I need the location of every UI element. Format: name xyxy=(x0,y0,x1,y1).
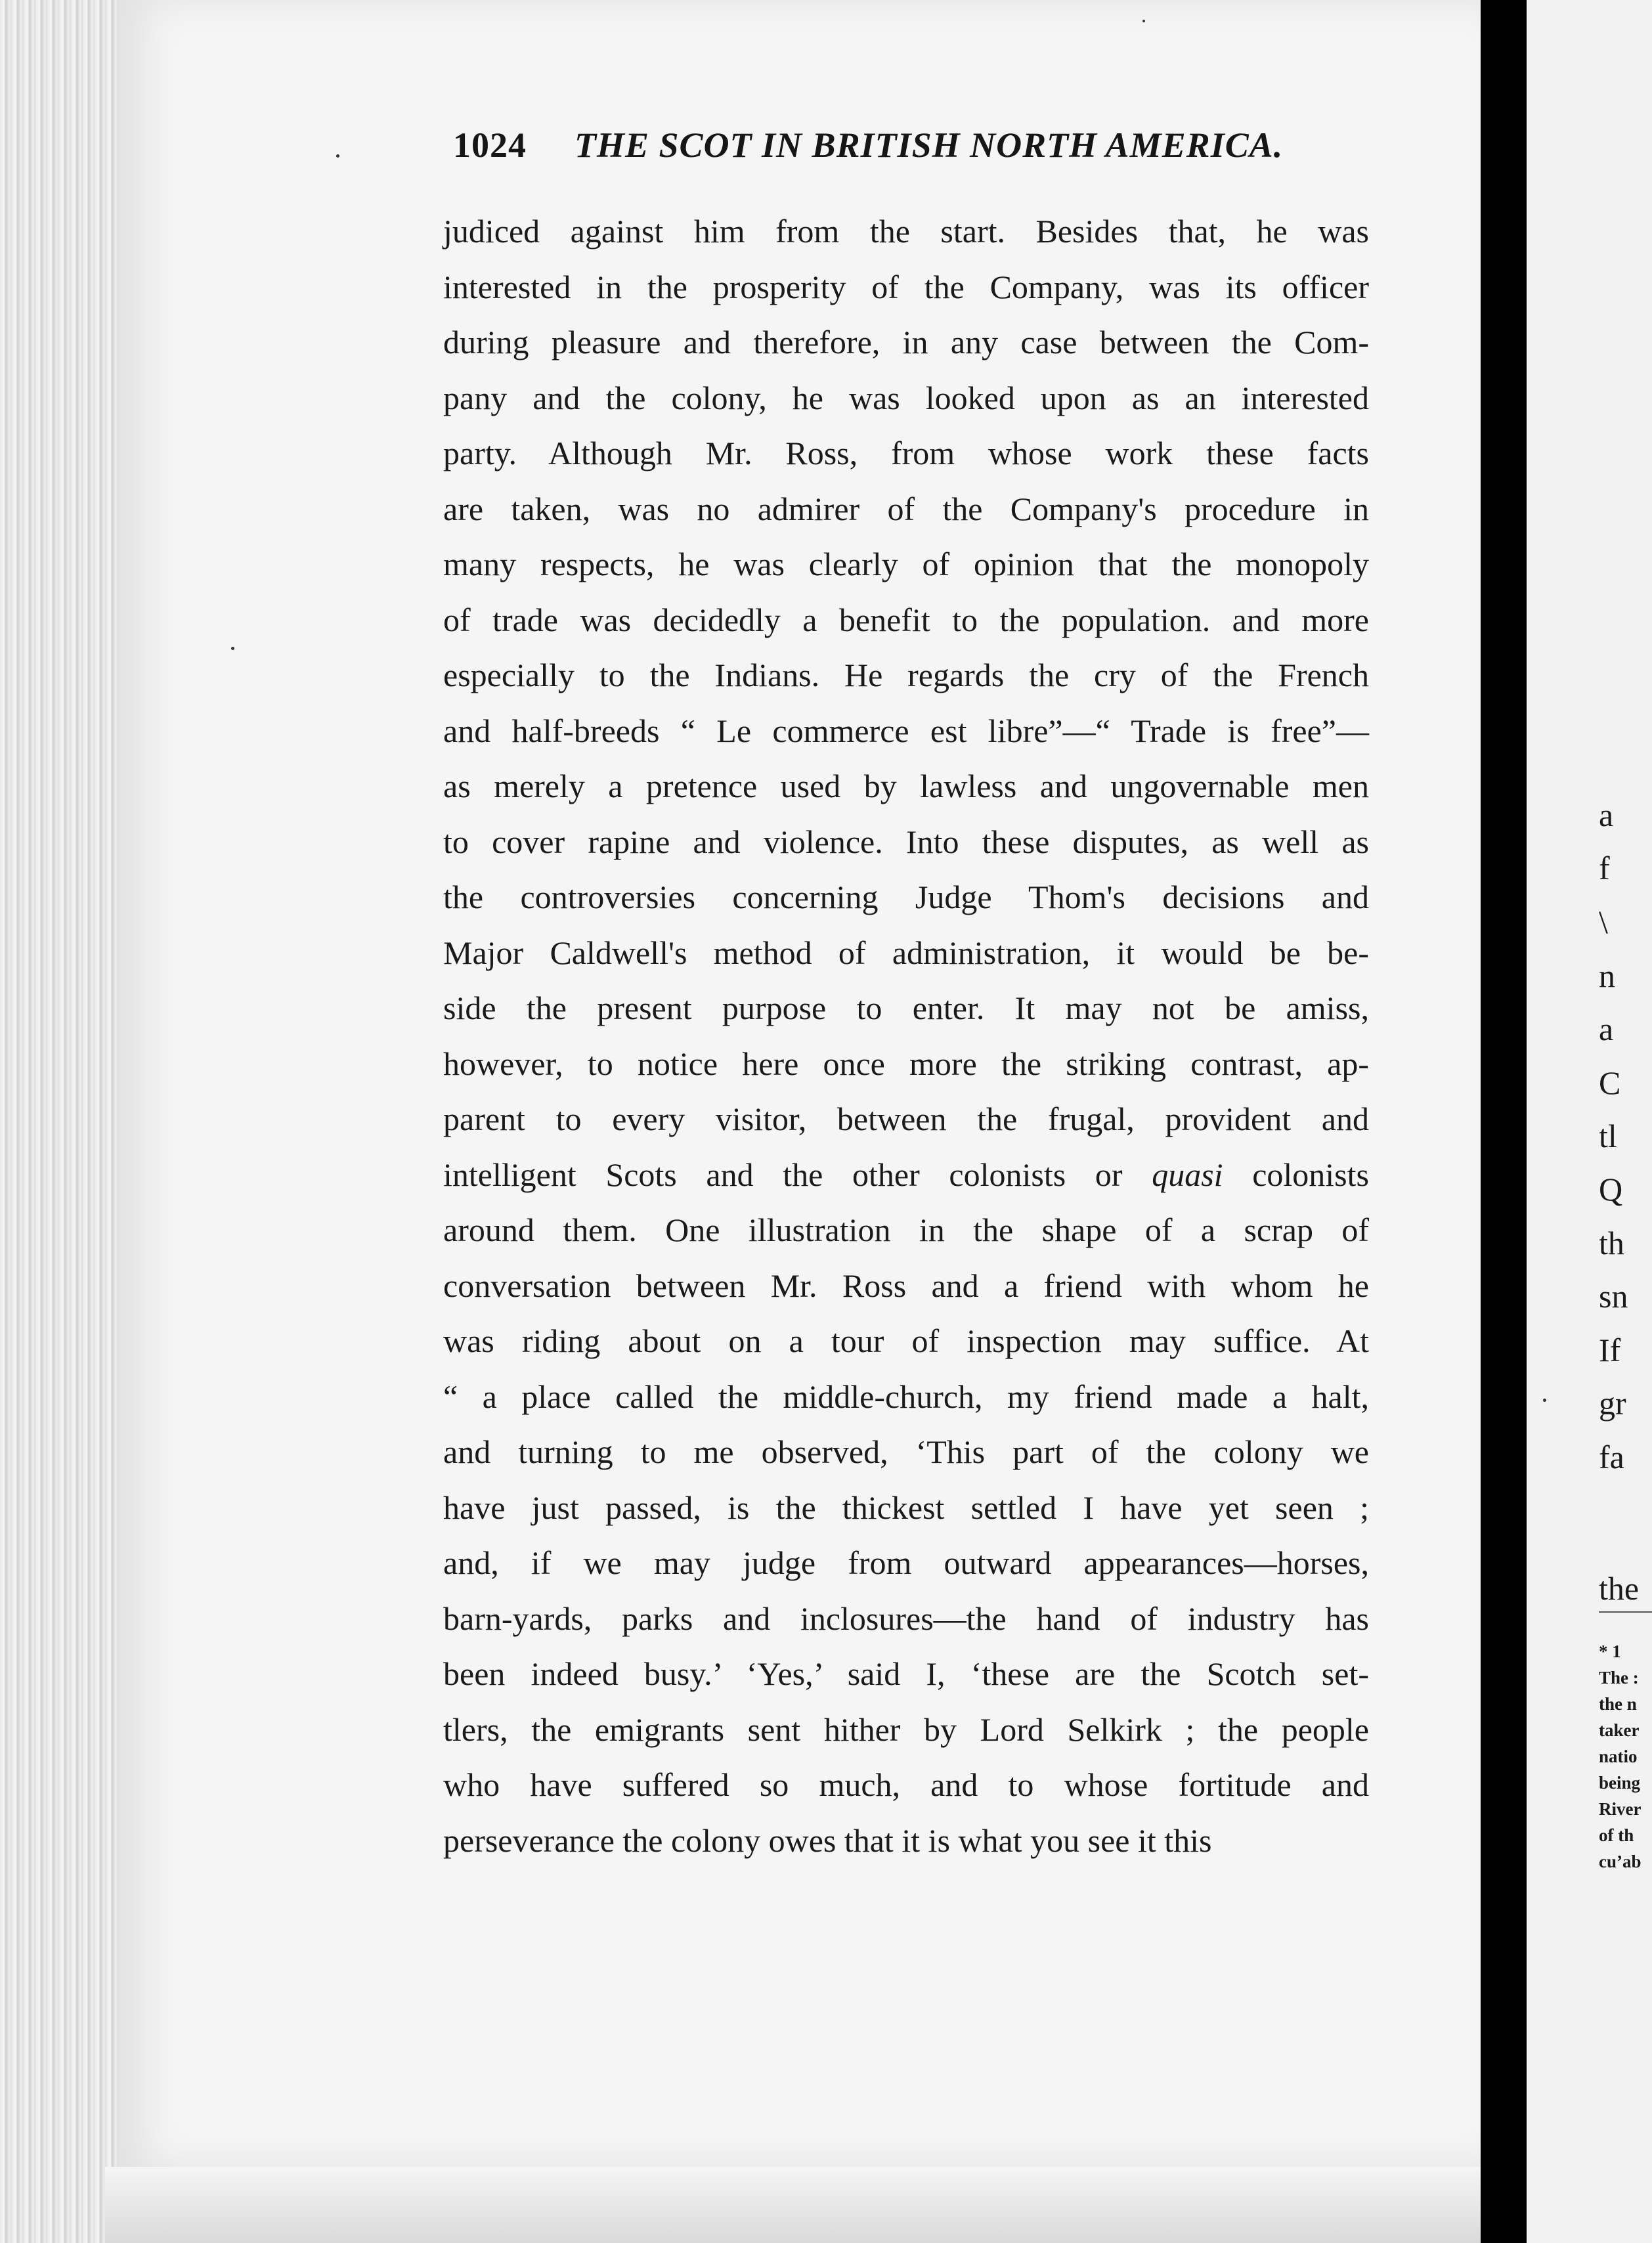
facing-page-footnote-fragment: of th xyxy=(1599,1825,1634,1845)
facing-page-fragment: sn xyxy=(1599,1278,1628,1315)
text-line: the controversies concerning Judge Thom's decisions and xyxy=(443,879,1369,915)
text-line: of trade was decidedly a benefit to the population. and more xyxy=(443,601,1369,638)
facing-page-footnote-fragment: * 1 xyxy=(1599,1642,1621,1661)
text-line: around them. One illustration in the shape of a scrap of xyxy=(443,1211,1369,1248)
page-bottom-shadow xyxy=(105,2167,1484,2243)
text-line: perseverance the colony owes that it is what you see it this xyxy=(443,1821,1212,1859)
facing-page-fragment: If xyxy=(1599,1332,1621,1368)
text-line: conversation between Mr. Ross and a friend with whom he xyxy=(443,1267,1369,1304)
facing-page-fragment: f xyxy=(1599,850,1610,886)
facing-page-fragment: Q xyxy=(1599,1171,1623,1208)
text-line: party. Although Mr. Ross, from whose work these facts xyxy=(443,435,1369,471)
text-line: side the present purpose to enter. It may not be amiss, xyxy=(443,990,1369,1026)
text-line: and, if we may judge from outward appearances—horses, xyxy=(443,1544,1369,1581)
text-line: to cover rapine and violence. Into these disputes, as well as xyxy=(443,823,1369,860)
text-line: during pleasure and therefore, in any case between the Com- xyxy=(443,324,1369,360)
text-line: intelligent Scots and the other colonists or quasi colonists xyxy=(443,1156,1369,1193)
text-line: parent to every visitor, between the frugal, provident and xyxy=(443,1100,1369,1137)
facing-page-footnote-fragment: cu’ab xyxy=(1599,1852,1641,1871)
text-line: Major Caldwell's method of administration, it would be be- xyxy=(443,934,1369,971)
text-line: many respects, he was clearly of opinion that the monopoly xyxy=(443,546,1369,582)
text-line: however, to notice here once more the striking contrast, ap- xyxy=(443,1045,1369,1082)
text-line: interested in the prosperity of the Company, was its officer xyxy=(443,268,1369,305)
facing-page xyxy=(1527,0,1652,2243)
facing-page-fragment: a xyxy=(1599,796,1614,833)
text-line: especially to the Indians. He regards the cry of the French xyxy=(443,657,1369,693)
text-line: barn-yards, parks and inclosures—the hand of industry has xyxy=(443,1600,1369,1637)
text-line: judiced against him from the start. Besides that, he was xyxy=(443,213,1369,250)
facing-page-footnote-fragment: River xyxy=(1599,1799,1641,1819)
text-line: was riding about on a tour of inspection may suffice. At xyxy=(443,1322,1369,1359)
running-title: THE SCOT IN BRITISH NORTH AMERICA. xyxy=(575,125,1284,165)
facing-page-fragment: tl xyxy=(1599,1118,1617,1154)
facing-page-fragment: \ xyxy=(1599,904,1608,940)
book-gutter xyxy=(1481,0,1527,2243)
text-line: pany and the colony, he was looked upon as an interested xyxy=(443,379,1369,416)
text-line: been indeed busy.’ ‘Yes,’ said I, ‘these are the Scotch set- xyxy=(443,1655,1369,1692)
facing-page-fragment: n xyxy=(1599,957,1615,994)
text-line: tlers, the emigrants sent hither by Lord Selkirk ; the people xyxy=(443,1710,1369,1748)
facing-page-fragment: gr xyxy=(1599,1385,1626,1422)
text-line: have just passed, is the thickest settled I have yet seen ; xyxy=(443,1489,1369,1526)
speck xyxy=(336,154,339,158)
facing-page-fragment: th xyxy=(1599,1225,1624,1261)
body-text xyxy=(443,204,1369,1868)
text-line: as merely a pretence used by lawless and ungovernable men xyxy=(443,768,1369,804)
footnote-rule xyxy=(1599,1611,1652,1613)
facing-page-footnote-fragment: The : xyxy=(1599,1668,1639,1688)
text-line: “ a place called the middle-church, my friend made a halt, xyxy=(443,1378,1369,1415)
facing-page-fragment: fa xyxy=(1599,1439,1624,1475)
page-number: 1024 xyxy=(453,125,527,165)
speck xyxy=(231,647,234,650)
facing-page-footnote-fragment: taker xyxy=(1599,1720,1640,1740)
text-line: who have suffered so much, and to whose fortitude and xyxy=(443,1766,1369,1803)
facing-page-footnote-fragment: the n xyxy=(1599,1694,1637,1714)
facing-page-fragment: a xyxy=(1599,1011,1614,1047)
facing-page-footnote-fragment: being xyxy=(1599,1773,1641,1793)
text-line: and turning to me observed, ‘This part of the colony we xyxy=(443,1433,1369,1470)
facing-page-fragment: C xyxy=(1599,1064,1621,1101)
text-line: and half-breeds “ Le commerce est libre”—“ Trade is free”— xyxy=(443,712,1369,749)
text-line: are taken, was no admirer of the Company's procedure in xyxy=(443,490,1369,527)
speck xyxy=(1543,1399,1546,1402)
speck xyxy=(1142,20,1145,22)
facing-page-footnote-fragment: natio xyxy=(1599,1747,1638,1766)
facing-page-fragment: the xyxy=(1599,1570,1640,1607)
italic-word: quasi xyxy=(1152,1156,1223,1193)
